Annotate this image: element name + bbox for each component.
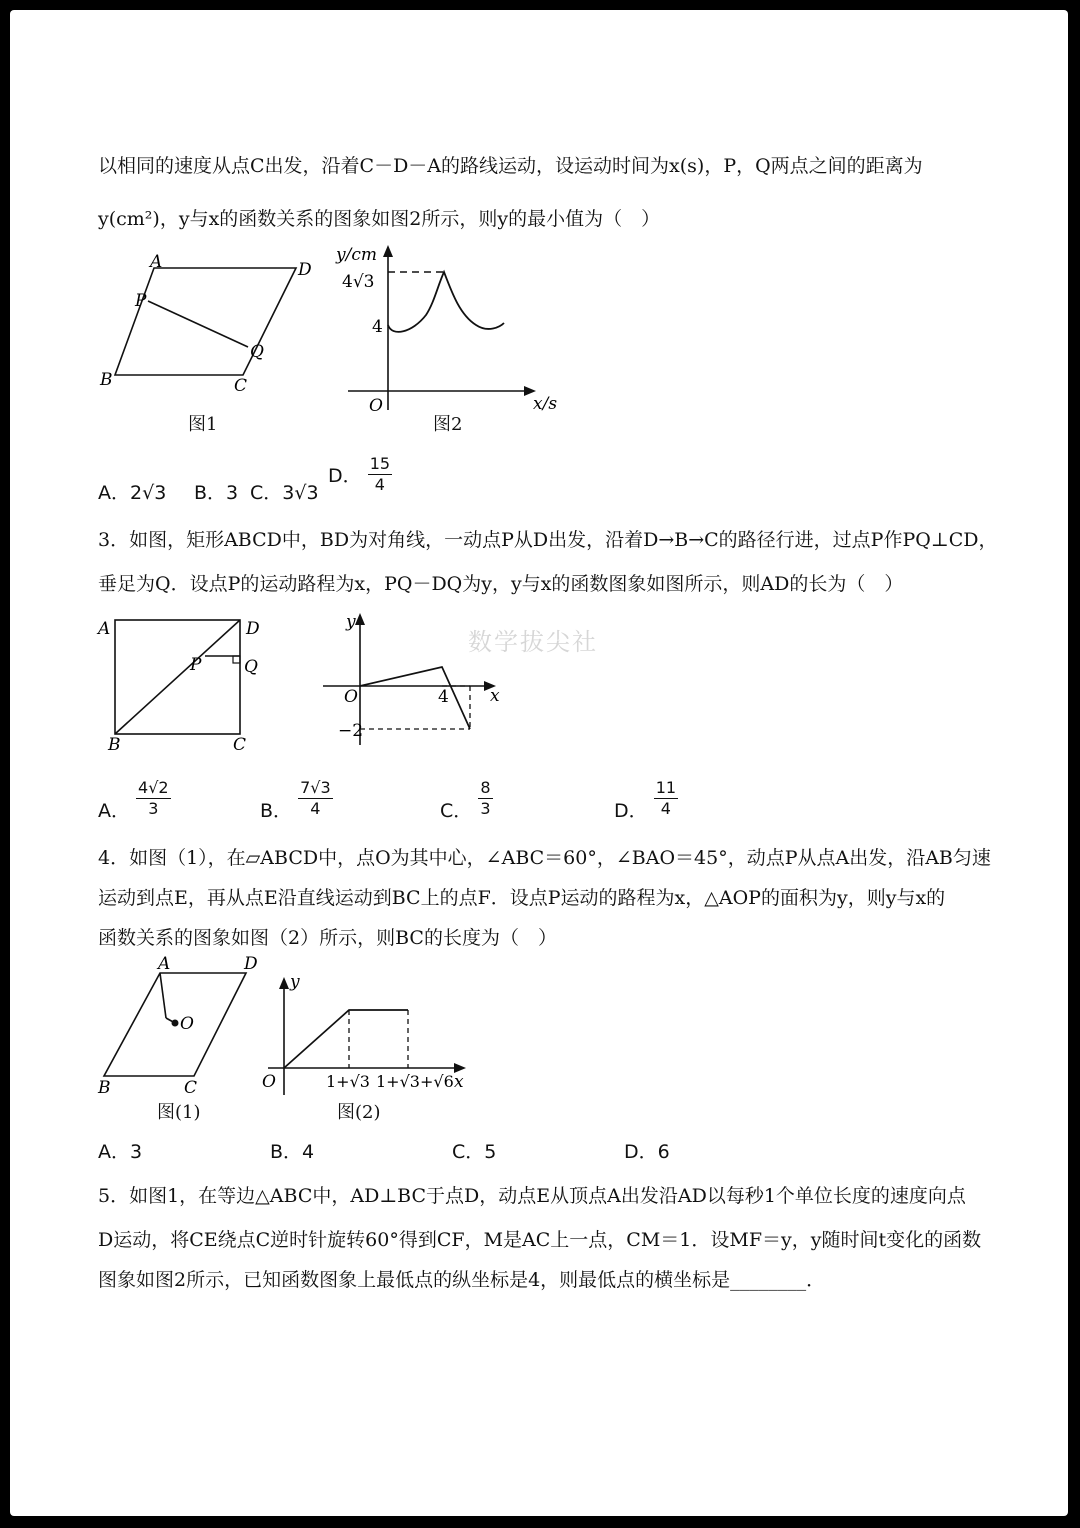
- svg-text:D: D: [244, 954, 258, 974]
- q5-text-line3: 图象如图2所示，已知函数图象上最低点的纵坐标是4，则最低点的横坐标是________．: [98, 1269, 826, 1291]
- svg-text:1+√3: 1+√3: [326, 1072, 370, 1091]
- svg-text:B: B: [108, 735, 121, 755]
- q3-text-line2: 垂足为Q．设点P的运动路程为x，PQ－DQ为y，y与x的函数图象如图所示，则AD的长为（ ）: [98, 573, 904, 595]
- q2-figure1-caption: 图1: [188, 414, 218, 435]
- svg-text:D: D: [298, 260, 312, 280]
- document-page: [10, 10, 1068, 1516]
- svg-text:D: D: [246, 619, 260, 639]
- q2-option-b[interactable]: B．3: [194, 482, 239, 504]
- svg-text:4: 4: [438, 687, 449, 707]
- q2-figure1-parallelogram: [98, 252, 312, 396]
- q4-option-b[interactable]: B．4: [270, 1141, 315, 1163]
- q3-text-line1: 3．如图，矩形ABCD中，BD为对角线，一动点P从D出发，沿着D→B→C的路径行进，过点P作PQ⊥CD，: [98, 529, 998, 551]
- q3-option-c[interactable]: C． $\frac{8}{3}$: [440, 778, 491, 822]
- svg-text:C: C: [234, 376, 248, 396]
- q2-option-a[interactable]: A．2√3: [98, 482, 167, 504]
- svg-text:x: x: [454, 1072, 464, 1092]
- svg-text:Q: Q: [250, 342, 264, 362]
- q3-option-d[interactable]: D． $\frac{11}{4}$: [614, 778, 677, 822]
- svg-text:B: B: [100, 370, 113, 390]
- svg-text:O: O: [262, 1072, 276, 1092]
- q3-option-a[interactable]: A． $\frac{4√2}{3}$: [98, 778, 169, 822]
- q2-figure2-caption: 图2: [433, 414, 463, 435]
- q2-figure2-graph: [328, 235, 578, 420]
- q2-option-c[interactable]: C．3√3: [250, 482, 319, 504]
- q5-text-line1: 5．如图1，在等边△ABC中，AD⊥BC于点D，动点E从顶点A出发沿AD以每秒1个单位长度的速度向点: [98, 1185, 966, 1207]
- q2-text-line2: y(cm²)，y与x的函数关系的图象如图2所示，则y的最小值为（ ）: [98, 208, 661, 230]
- svg-text:A: A: [150, 252, 163, 272]
- q2-option-d[interactable]: D． $\frac{15}{4}$: [328, 454, 391, 494]
- q4-figure1-caption: 图(1): [157, 1102, 201, 1123]
- q4-text-line3: 函数关系的图象如图（2）所示，则BC的长度为（ ）: [98, 927, 557, 949]
- q5-text-line2: D运动，将CE绕点C逆时针旋转60°得到CF，M是AC上一点，CM＝1．设MF＝y，y随时间t变化的函数: [98, 1229, 982, 1251]
- svg-text:Q: Q: [244, 657, 258, 677]
- watermark: 数学拔尖社: [468, 628, 598, 656]
- q4-text-line1: 4．如图（1），在▱ABCD中，点O为其中心，∠ABC＝60°，∠BAO＝45°，动点P从点A出发，沿AB匀速: [98, 847, 991, 869]
- q4-option-d[interactable]: D．6: [624, 1141, 670, 1163]
- q2-text-line1: 以相同的速度从点C出发，沿着C－D－A的路线运动，设运动时间为x(s)，P，Q两点之间的距离为: [98, 155, 923, 177]
- svg-text:C: C: [184, 1078, 198, 1098]
- svg-text:−2: −2: [338, 721, 364, 741]
- svg-text:x: x: [490, 686, 500, 706]
- svg-text:O: O: [369, 396, 383, 416]
- q4-figure2-caption: 图(2): [337, 1102, 381, 1123]
- svg-text:A: A: [98, 619, 111, 639]
- svg-text:4: 4: [372, 317, 383, 337]
- svg-text:B: B: [98, 1078, 111, 1098]
- q4-text-line2: 运动到点E，再从点E沿直线运动到BC上的点F．设点P运动的路程为x，△AOP的面积为y，则y与x的: [98, 887, 946, 909]
- q3-figure1-rectangle: [98, 610, 278, 755]
- svg-text:y/cm: y/cm: [336, 245, 377, 265]
- svg-text:C: C: [233, 735, 247, 755]
- svg-text:P: P: [135, 291, 147, 311]
- q3-option-b[interactable]: B． $\frac{7√3}{4}$: [260, 778, 331, 822]
- svg-text:O: O: [180, 1014, 194, 1034]
- svg-text:y: y: [346, 612, 356, 632]
- svg-text:1+√3+√6: 1+√3+√6: [376, 1072, 454, 1091]
- svg-text:y: y: [290, 972, 300, 992]
- svg-text:O: O: [344, 687, 358, 707]
- q4-option-c[interactable]: C．5: [452, 1141, 497, 1163]
- svg-text:P: P: [190, 655, 202, 675]
- svg-text:x/s: x/s: [533, 394, 558, 414]
- svg-text:A: A: [158, 954, 171, 974]
- svg-text:4√3: 4√3: [342, 272, 375, 292]
- q4-option-a[interactable]: A．3: [98, 1141, 143, 1163]
- q4-figure2-graph: [258, 965, 488, 1095]
- q4-figure1-parallelogram: [98, 954, 268, 1098]
